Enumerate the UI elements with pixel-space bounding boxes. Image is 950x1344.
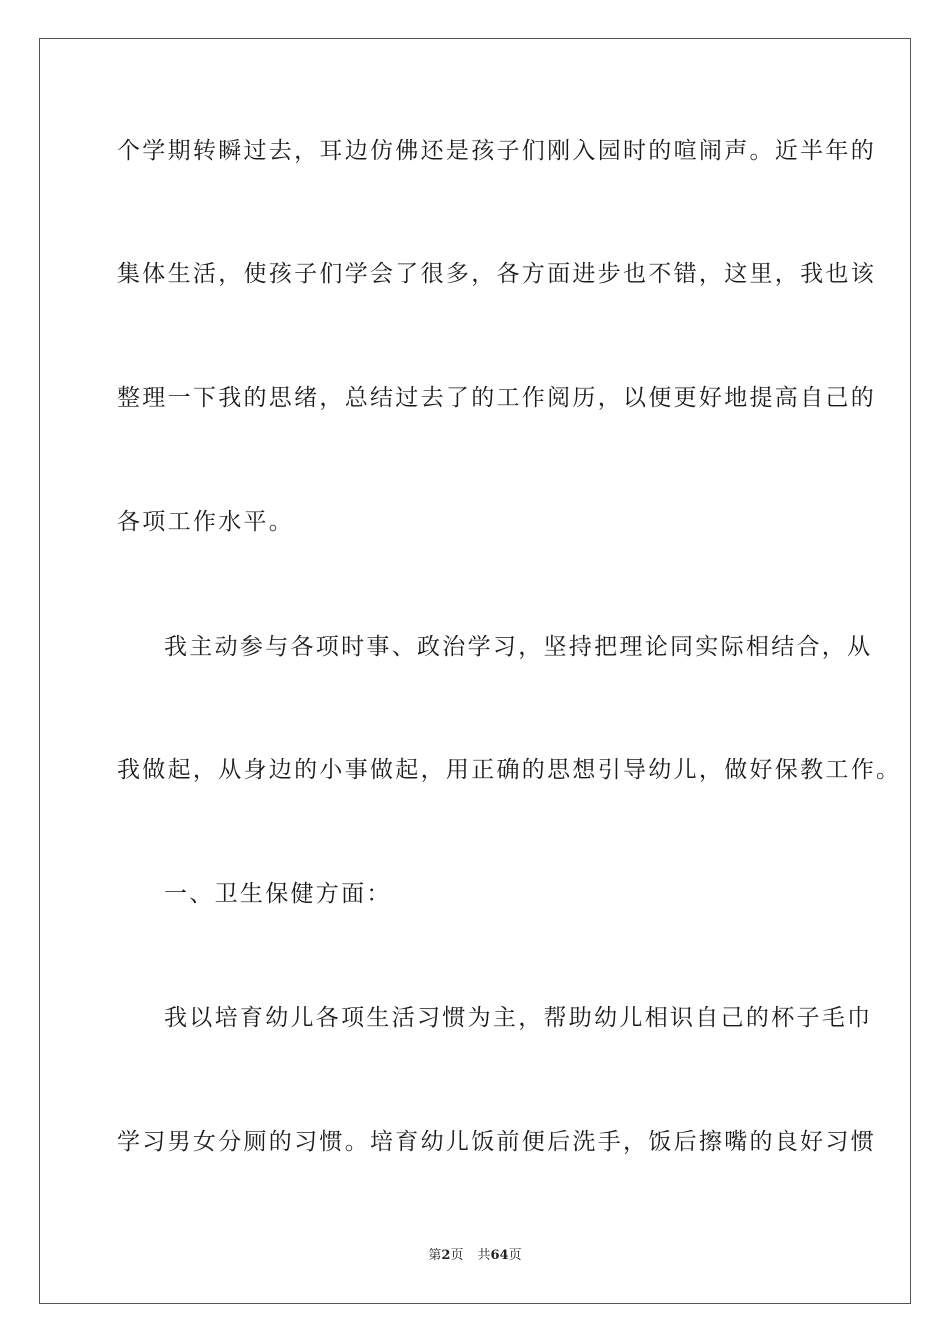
- paragraph-line: 我以培育幼儿各项生活习惯为主，帮助幼儿相识自己的杯子毛巾: [164, 1005, 873, 1031]
- page-number: 2: [441, 1248, 451, 1263]
- total-label-suffix: 页: [508, 1248, 522, 1263]
- paragraph-line: 集体生活，使孩子们学会了很多，各方面进步也不错，这里，我也该: [117, 261, 876, 287]
- page-footer: [0, 1247, 950, 1265]
- paragraph-line: 我做起，从身边的小事做起，用正确的思想引导幼儿，做好保教工作。: [117, 757, 902, 783]
- paragraph-line: 我主动参与各项时事、政治学习，坚持把理论同实际相结合，从: [164, 634, 873, 660]
- paragraph-line: 整理一下我的思绪，总结过去了的工作阅历，以便更好地提高自己的: [117, 385, 876, 411]
- page-label-suffix: 页: [450, 1248, 464, 1263]
- paragraph-line: 个学期转瞬过去，耳边仿佛还是孩子们刚入园时的喧闹声。近半年的: [117, 138, 876, 164]
- section-heading: 一、卫生保健方面：: [164, 881, 392, 907]
- paragraph-line: 各项工作水平。: [117, 509, 295, 535]
- page-border: [39, 38, 911, 1304]
- page-label-prefix: 第: [428, 1248, 442, 1263]
- total-pages: 64: [490, 1248, 509, 1263]
- paragraph-line: 学习男女分厕的习惯。培育幼儿饭前便后洗手，饭后擦嘴的良好习惯: [117, 1129, 876, 1155]
- total-label-prefix: 共: [477, 1248, 491, 1263]
